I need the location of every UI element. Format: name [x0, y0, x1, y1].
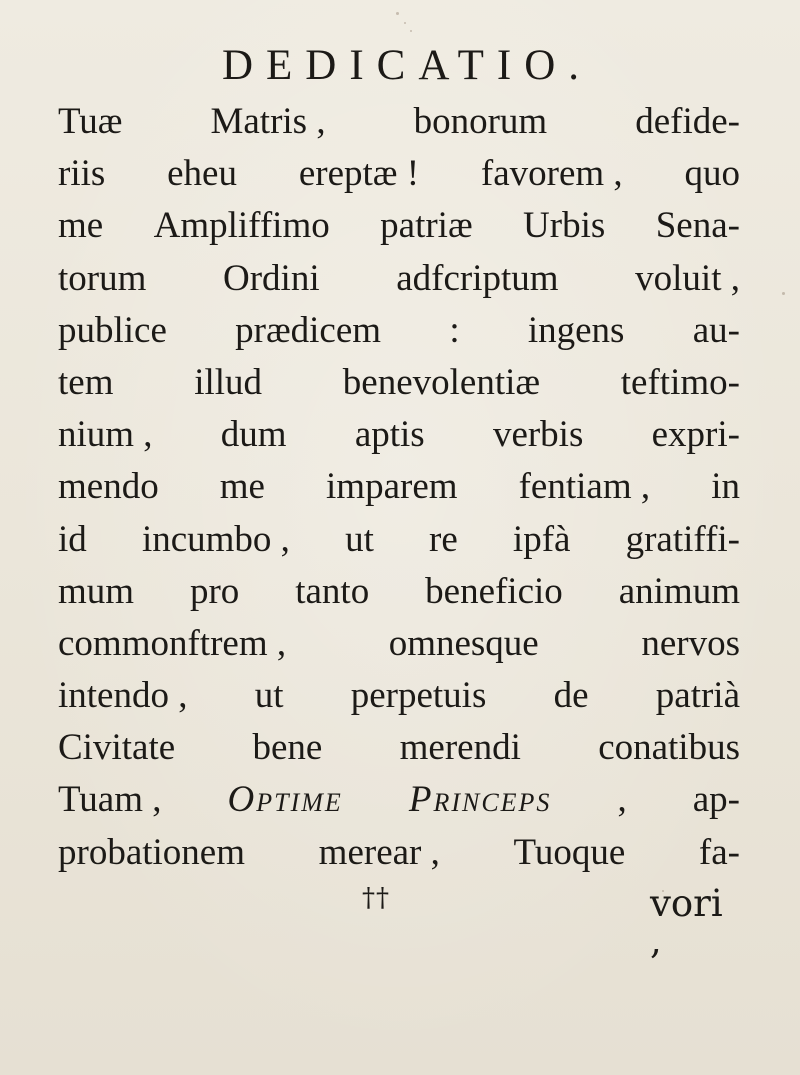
word: benevolentiæ — [342, 361, 541, 403]
text-line — [58, 96, 740, 148]
word: fentiam , — [518, 466, 651, 508]
word: intendo , — [58, 675, 188, 717]
word: defide- — [635, 101, 740, 142]
text-line — [58, 461, 740, 513]
word: Civitate — [58, 727, 176, 769]
text-line — [58, 253, 740, 305]
text-line — [58, 514, 740, 566]
word: probationem — [58, 831, 246, 873]
word: ereptæ ! — [298, 153, 420, 195]
word: verbis — [492, 414, 584, 456]
word: tanto — [295, 570, 370, 612]
text-line — [58, 722, 740, 774]
text-line — [58, 305, 740, 357]
word: voluit , — [635, 257, 740, 299]
word: favorem , — [480, 153, 623, 195]
word: eheu — [167, 153, 237, 195]
word: tem — [58, 361, 114, 403]
word: merendi — [399, 727, 521, 769]
word: ut — [254, 675, 284, 717]
word: beneficio — [425, 570, 563, 612]
word: pro — [189, 570, 240, 612]
word: Ampliffimo — [153, 205, 330, 247]
word: illud — [194, 361, 263, 403]
word: Ordini — [223, 257, 320, 299]
text-line — [58, 670, 740, 722]
word: dum — [220, 414, 287, 456]
text-line — [58, 409, 740, 461]
word: bene — [252, 727, 323, 769]
word: perpetuis — [350, 675, 487, 717]
word: Tuæ — [58, 101, 123, 142]
catchword: vori , — [650, 881, 723, 962]
word: ut — [345, 518, 374, 560]
word: teftimo- — [620, 361, 740, 403]
word: Tuoque — [513, 831, 626, 873]
word: me — [219, 466, 265, 508]
dedication-text — [58, 96, 740, 962]
text-line — [58, 774, 740, 826]
word: expri- — [651, 414, 740, 456]
word: nervos — [641, 622, 740, 664]
word: aptis — [354, 414, 425, 456]
word: patrià — [655, 675, 740, 717]
word: patriæ — [380, 205, 473, 247]
word: re — [429, 518, 458, 560]
word: commonftrem , — [58, 622, 287, 664]
text-line — [58, 148, 740, 200]
word: publice — [58, 309, 167, 351]
word: adfcriptum — [396, 257, 559, 299]
word: nium , — [58, 414, 153, 456]
word: prædicem — [235, 309, 382, 351]
word: omnesque — [388, 622, 539, 664]
word: mendo — [58, 466, 159, 508]
word: torum — [58, 257, 147, 299]
word: conatibus — [598, 727, 740, 769]
page-footer — [58, 879, 740, 962]
word: merear , — [318, 831, 440, 873]
text-line — [58, 618, 740, 670]
word: Sena- — [655, 205, 740, 247]
word-small-caps: Optime — [227, 779, 343, 821]
text-line — [58, 566, 740, 618]
word: de — [553, 675, 589, 717]
word-small-caps: Princeps — [408, 779, 552, 821]
word: incumbo , — [141, 518, 290, 560]
word: quo — [684, 153, 740, 195]
paper-speck — [396, 12, 399, 15]
word: bonorum — [413, 101, 548, 142]
word: ingens — [527, 309, 625, 351]
word: Tuam , — [58, 779, 162, 821]
word: ap- — [692, 779, 740, 821]
word: ipfà — [512, 518, 571, 560]
text-line — [58, 827, 740, 879]
word: : — [449, 309, 460, 351]
text-line — [58, 200, 740, 252]
word: id — [58, 518, 87, 560]
paper-speck — [404, 22, 406, 24]
text-line — [58, 357, 740, 409]
word: me — [58, 205, 104, 247]
paper-speck — [662, 890, 664, 892]
word: Matris , — [210, 101, 326, 142]
word: gratiffi- — [625, 518, 740, 560]
word: fa- — [698, 831, 740, 873]
word: au- — [692, 309, 740, 351]
word: riis — [58, 153, 106, 195]
word: , — [617, 779, 627, 821]
paper-speck — [782, 292, 785, 295]
page-heading: DEDICATIO. — [221, 42, 593, 89]
word: animum — [618, 570, 740, 612]
word: in — [711, 466, 740, 508]
word: imparem — [326, 466, 458, 508]
paper-speck — [410, 30, 412, 32]
word: mum — [58, 570, 135, 612]
signature-mark: †† — [362, 882, 390, 913]
word: Urbis — [523, 205, 606, 247]
